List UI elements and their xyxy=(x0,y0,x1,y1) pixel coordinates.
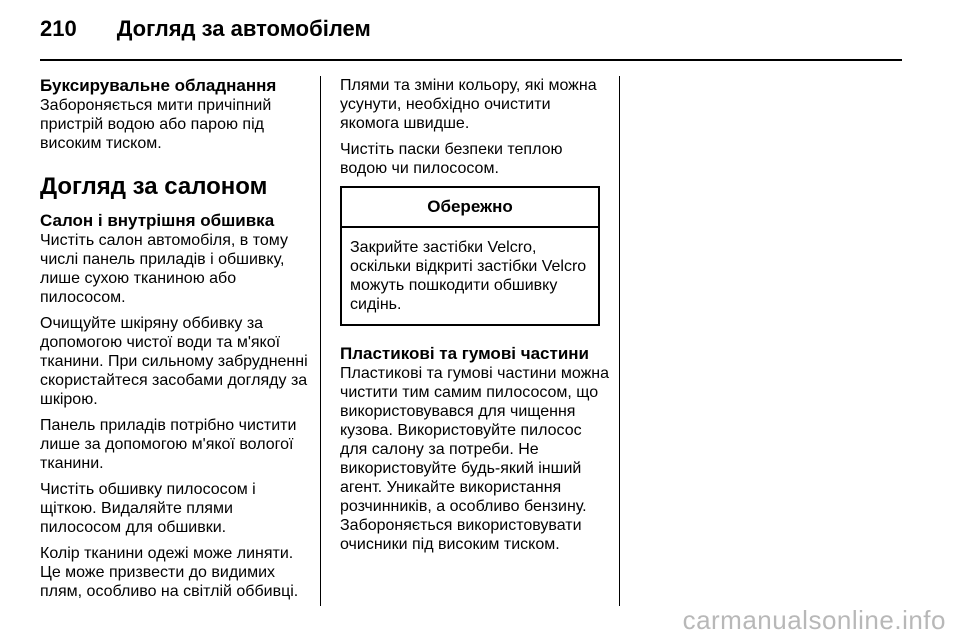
header-rule xyxy=(40,59,902,61)
interior-paragraph: Чистіть салон автомобіля, в тому числі панель приладів і обшивку, лише сухою тканиною або пилососом. xyxy=(40,232,288,306)
plastic-heading: Пластикові та гумові частини xyxy=(340,344,589,363)
interior-heading: Салон і внутрішня обшивка xyxy=(40,211,275,230)
page-header xyxy=(40,16,371,42)
left-column xyxy=(40,76,310,608)
column-divider xyxy=(619,76,620,606)
interior-paragraph: Очищуйте шкіряну оббивку за допомогою чистої води та м'якої тканини. При сильному забрудненні скористайтеся засобами догляду за шкірою. xyxy=(40,315,308,408)
page-title: Догляд за автомобілем xyxy=(116,16,371,41)
caution-box xyxy=(340,186,600,326)
caution-text: Закрийте застібки Velcro, оскільки відкриті застібки Velcro можуть пошкодити обшивку сидінь. xyxy=(350,239,587,313)
stains-paragraph: Плями та зміни кольору, які можна усунути, необхідно очистити якомога швидше. xyxy=(340,77,597,132)
interior-paragraph: Панель приладів потрібно чистити лише за допомогою м'якої вологої тканини. xyxy=(40,417,297,472)
chapter-title: Догляд за салоном xyxy=(40,173,268,200)
seatbelt-paragraph: Чистіть паски безпеки теплою водою чи пилососом. xyxy=(340,141,563,177)
page-number: 210 xyxy=(40,16,77,41)
column-divider xyxy=(320,76,321,606)
towing-heading: Буксирувальне обладнання xyxy=(40,76,277,95)
interior-paragraph: Чистіть обшивку пилососом і щіткою. Видаляйте плями пилососом для обшивки. xyxy=(40,481,256,536)
caution-title: Обережно xyxy=(342,188,598,228)
plastic-text: Пластикові та гумові частини можна чистити тим самим пилососом, що використовувався для чищення кузова. Використовуйте пилосос для салону за потреби. Не використовуйте будь-який інший агент. Уникайте використання розчинників, а особливо бензину. Забороняється використовувати очисники під високим тиском. xyxy=(340,365,609,553)
right-column xyxy=(340,76,610,561)
towing-text: Забороняється мити причіпний пристрій водою або парою під високим тиском. xyxy=(40,97,272,152)
watermark: carmanualsonline.info xyxy=(682,605,946,635)
interior-paragraph: Колір тканини одежі може линяти. Це може призвести до видимих плям, особливо на світлій оббивці. xyxy=(40,545,299,600)
